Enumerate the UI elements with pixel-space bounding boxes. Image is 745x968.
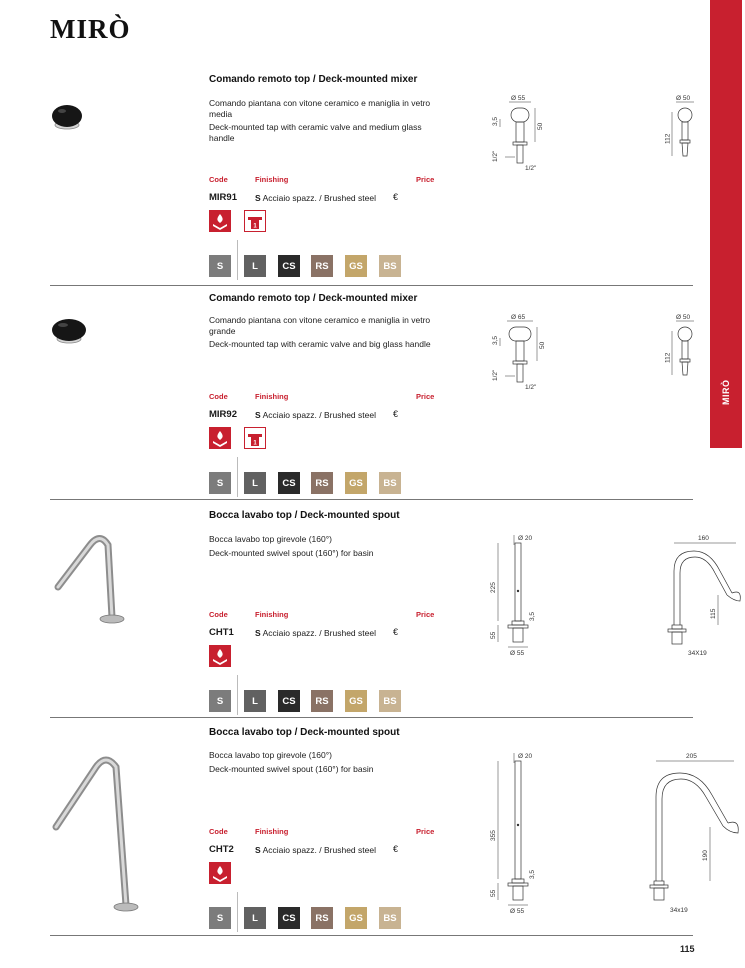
price-symbol: €	[393, 627, 399, 637]
price-header: Price	[416, 392, 435, 401]
technical-drawing-front	[485, 92, 565, 177]
description-english: Deck-mounted tap with ceramic valve and medium glass handle	[209, 122, 422, 143]
price-header: Price	[416, 827, 435, 836]
finish-swatch-gs[interactable]: GS	[345, 907, 367, 929]
finish-swatch-s[interactable]: S	[209, 690, 231, 712]
dim-height-small: 3,5	[529, 611, 536, 621]
product-section	[50, 717, 709, 936]
finish-swatch-s[interactable]: S	[209, 907, 231, 929]
product-description	[209, 315, 439, 353]
dim-diameter: Ø 20	[518, 753, 533, 760]
description-italian: Comando piantana con vitone ceramico e maniglia in vetro media	[209, 98, 431, 119]
price-header: Price	[416, 175, 435, 184]
dim-base-size: 34x19	[670, 907, 688, 914]
finishing-code: S	[255, 410, 261, 420]
finish-swatch-cs[interactable]: CS	[278, 907, 300, 929]
finish-swatch-bs[interactable]: BS	[379, 690, 401, 712]
dim-height-small: 3,5	[492, 335, 499, 345]
description-italian: Bocca lavabo top girevole (160°)	[209, 534, 332, 544]
product-section	[50, 499, 717, 718]
technical-drawing-side	[664, 92, 720, 177]
finishing-text: Acciaio spazz. / Brushed steel	[262, 628, 376, 638]
description-english: Deck-mounted swivel spout (160°) for basin	[209, 763, 374, 774]
water-saving-icon	[209, 862, 231, 884]
finish-swatch-bs[interactable]: BS	[379, 472, 401, 494]
product-title: Bocca lavabo top / Deck-mounted spout	[209, 510, 400, 521]
svg-text:1: 1	[253, 440, 257, 447]
finish-swatch-cs[interactable]: CS	[278, 690, 300, 712]
finish-swatch-rs[interactable]: RS	[311, 472, 333, 494]
product-section	[50, 285, 693, 500]
description-english: Deck-mounted tap with ceramic valve and big glass handle	[209, 339, 431, 349]
finish-swatch-rs[interactable]: RS	[311, 907, 333, 929]
finish-swatch-bs[interactable]: BS	[379, 255, 401, 277]
price-symbol: €	[393, 844, 399, 854]
dim-diameter: Ø 20	[518, 535, 533, 542]
divider	[237, 457, 238, 497]
product-description	[209, 98, 439, 146]
dim-reach: 160	[698, 535, 709, 542]
product-code: CHT2	[209, 844, 234, 855]
finish-swatch-l[interactable]: L	[244, 690, 266, 712]
finish-swatch-gs[interactable]: GS	[345, 690, 367, 712]
side-tab-label: MIRÒ	[721, 379, 731, 405]
finish-swatch-gs[interactable]: GS	[345, 255, 367, 277]
technical-drawing-side	[650, 749, 740, 919]
price-symbol: €	[393, 192, 399, 202]
finish-swatch-rs[interactable]: RS	[311, 690, 333, 712]
dim-thread: 1/2"	[492, 150, 499, 162]
code-header: Code	[209, 175, 228, 184]
technical-drawing-front	[482, 749, 552, 919]
product-code: MIR91	[209, 192, 237, 203]
finishing-header: Finishing	[255, 827, 289, 836]
finishing-header: Finishing	[255, 610, 289, 619]
finish-swatch-rs[interactable]: RS	[311, 255, 333, 277]
dim-side-diameter: Ø 50	[676, 314, 691, 321]
product-code: MIR92	[209, 409, 237, 420]
dim-spout-height: 115	[710, 608, 717, 619]
installation-icon	[244, 427, 266, 449]
finishing-code: S	[255, 845, 261, 855]
finish-swatch-cs[interactable]: CS	[278, 255, 300, 277]
finishing-code: S	[255, 193, 261, 203]
dim-diameter: Ø 65	[511, 314, 526, 321]
dim-base-height: 55	[490, 889, 497, 897]
dim-reach: 205	[686, 753, 697, 760]
finish-swatch-l[interactable]: L	[244, 907, 266, 929]
dim-side-diameter: Ø 50	[676, 95, 691, 102]
finishing-text: Acciaio spazz. / Brushed steel	[262, 193, 376, 203]
finishing-header: Finishing	[255, 175, 289, 184]
dim-side-height: 112	[664, 352, 672, 363]
finishing-header: Finishing	[255, 392, 289, 401]
dim-thread-outlet: 1/2"	[525, 165, 537, 172]
brand-logo: MIRÒ	[50, 14, 131, 44]
description-italian: Comando piantana con vitone ceramico e maniglia in vetro grande	[209, 315, 431, 336]
dim-height: 50	[537, 122, 544, 130]
finishing-text: Acciaio spazz. / Brushed steel	[262, 410, 376, 420]
technical-drawing-side	[660, 531, 745, 661]
dim-height-small: 3,5	[529, 869, 536, 879]
water-saving-icon	[209, 645, 231, 667]
product-description	[209, 750, 439, 777]
dim-base-diameter: Ø 55	[510, 650, 525, 657]
finishing-value	[255, 628, 376, 638]
finish-swatch-bs[interactable]: BS	[379, 907, 401, 929]
price-header: Price	[416, 610, 435, 619]
dim-thread-outlet: 1/2"	[525, 384, 537, 391]
dim-base-height: 55	[490, 631, 497, 639]
dim-height: 50	[539, 341, 546, 349]
page-number: 115	[680, 944, 695, 954]
product-title: Bocca lavabo top / Deck-mounted spout	[209, 727, 400, 738]
product-thumbnail	[50, 745, 150, 920]
product-code: CHT1	[209, 627, 234, 638]
description-italian: Bocca lavabo top girevole (160°)	[209, 750, 332, 760]
code-header: Code	[209, 610, 228, 619]
finishing-value	[255, 410, 376, 420]
dim-height: 355	[490, 830, 497, 841]
svg-text:1: 1	[253, 223, 257, 230]
divider	[237, 240, 238, 280]
finish-swatch-s[interactable]: S	[209, 472, 231, 494]
product-section	[50, 60, 693, 286]
dim-height: 225	[490, 582, 497, 593]
technical-drawing-front	[485, 311, 565, 396]
product-thumbnail	[50, 312, 110, 372]
finish-swatch-gs[interactable]: GS	[345, 472, 367, 494]
code-header: Code	[209, 392, 228, 401]
dim-side-height: 112	[664, 133, 672, 144]
installation-icon	[244, 210, 266, 232]
price-symbol: €	[393, 409, 399, 419]
product-title: Comando remoto top / Deck-mounted mixer	[209, 293, 418, 304]
technical-drawing-side	[664, 311, 720, 396]
dim-spout-height: 190	[702, 850, 709, 861]
water-saving-icon	[209, 210, 231, 232]
divider	[237, 892, 238, 932]
product-thumbnail	[50, 527, 140, 657]
product-description	[209, 534, 439, 561]
finishing-text: Acciaio spazz. / Brushed steel	[262, 845, 376, 855]
finishing-code: S	[255, 628, 261, 638]
dim-diameter: Ø 55	[511, 95, 526, 102]
description-english: Deck-mounted swivel spout (160°) for basin	[209, 547, 374, 558]
code-header: Code	[209, 827, 228, 836]
finish-swatch-l[interactable]: L	[244, 472, 266, 494]
product-thumbnail	[50, 96, 110, 156]
divider	[237, 675, 238, 715]
finish-swatch-cs[interactable]: CS	[278, 472, 300, 494]
dim-base-size: 34X19	[688, 650, 707, 657]
finish-swatch-s[interactable]: S	[209, 255, 231, 277]
product-title: Comando remoto top / Deck-mounted mixer	[209, 74, 418, 85]
dim-base-diameter: Ø 55	[510, 908, 525, 915]
dim-height-small: 3,5	[492, 116, 499, 126]
finish-swatch-l[interactable]: L	[244, 255, 266, 277]
technical-drawing-front	[482, 531, 552, 661]
water-saving-icon	[209, 427, 231, 449]
finishing-value	[255, 193, 376, 203]
dim-thread: 1/2"	[492, 369, 499, 381]
finishing-value	[255, 845, 376, 855]
